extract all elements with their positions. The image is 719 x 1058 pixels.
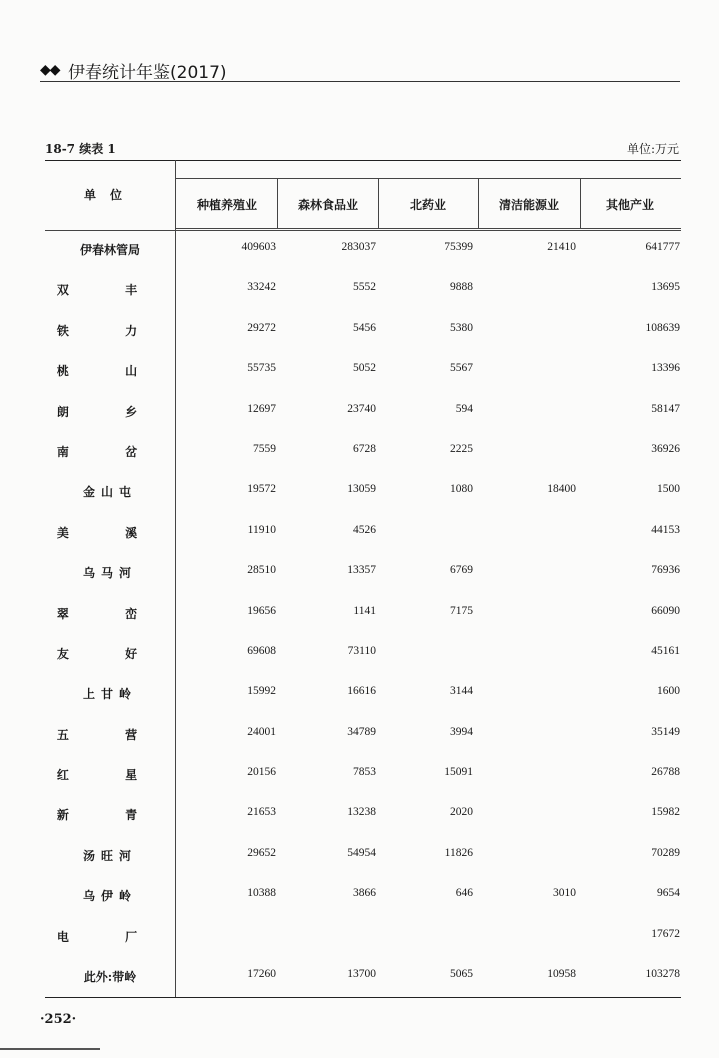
table-cell: 11826 [444,846,473,859]
row-label: 电 厂 [56,929,164,944]
row-label: 乌伊岭 [82,889,137,904]
table-cell: 3010 [553,887,576,900]
table-cell: 13695 [651,281,680,294]
row-label: 翠 峦 [56,606,164,621]
table-cell: 3144 [450,685,473,698]
table-cell: 70289 [651,846,680,859]
footer-bar [0,1048,100,1050]
table-cell: 9888 [450,281,473,294]
table-cell: 7559 [253,442,276,455]
table-cell: 1080 [450,483,473,496]
table-cell: 641777 [645,241,680,253]
row-label: 五 营 [56,727,164,742]
table-cell: 6769 [450,564,473,577]
table-cell: 5380 [450,321,473,334]
table-cell: 9654 [657,887,680,900]
table-cell: 1141 [353,604,376,617]
table-cell: 23740 [347,402,376,415]
row-label: 汤旺河 [82,848,137,863]
table-cell: 76936 [651,564,680,577]
row-label: 伊春林管局 [79,243,140,257]
table-cell: 2020 [450,806,473,819]
table-cell: 33242 [247,281,276,294]
table-cell: 69608 [247,644,276,657]
table-cell: 646 [455,887,473,900]
table-cell: 58147 [651,402,680,415]
table-row [45,558,681,598]
table-cell: 5456 [353,321,376,334]
table-cell: 15992 [247,685,276,698]
table-body [45,235,681,1002]
table-top-rule [45,160,681,161]
table-cell: 24001 [247,725,276,738]
table-row [45,275,681,315]
table-cell: 283037 [341,241,376,253]
header-rule [40,81,680,82]
table-cell: 54954 [347,846,376,859]
row-label: 友 好 [56,646,164,661]
row-label: 美 溪 [56,525,164,540]
row-label: 朗 乡 [56,404,164,419]
table-cell: 10958 [547,968,576,981]
table-row [45,639,681,679]
table-cell: 5552 [353,281,376,294]
table-row [45,841,681,881]
table-cell: 36926 [651,442,680,455]
table-cell: 13357 [347,564,376,577]
table-cell: 3866 [353,887,376,900]
table-head-rule [45,230,681,231]
table-cell: 19656 [247,604,276,617]
table-row [45,356,681,396]
table-cell: 6728 [353,442,376,455]
table-row [45,316,681,356]
table-cell: 409603 [241,241,276,253]
row-label: 新 青 [56,808,164,823]
row-label: 金山屯 [82,485,137,500]
table-cell: 44153 [651,523,680,536]
row-label: 乌马河 [82,566,137,581]
table-cell: 11910 [247,523,276,536]
table-cell: 2225 [450,442,473,455]
unit-column-header: 单位 [83,188,136,202]
row-label: 此外:带岭 [83,970,137,985]
table-row [45,599,681,639]
table-cell: 19572 [247,483,276,496]
table-cell: 34789 [347,725,376,738]
table-row [45,477,681,517]
table-cell: 21410 [547,241,576,253]
table-cell: 594 [455,402,473,415]
table-row [45,235,681,275]
table-cell: 35149 [651,725,680,738]
table-cell: 66090 [651,604,680,617]
column-header: 其他产业 [605,198,654,212]
table-cell: 103278 [645,968,680,981]
table-cell: 75399 [444,241,473,253]
table-row [45,437,681,477]
book-title: 伊春统计年鉴(2017) [68,63,227,83]
table-cell: 21653 [247,806,276,819]
row-label: 红 星 [56,768,164,783]
table-cell: 16616 [347,685,376,698]
table-cell: 5052 [353,362,376,375]
row-label: 南 岔 [56,444,164,459]
page-number: ·252· [40,1012,77,1027]
column-header: 清洁能源业 [498,198,559,212]
table-cell: 55735 [247,362,276,375]
table-cell: 20156 [247,766,276,779]
table-cell: 15091 [444,766,473,779]
table-cell: 18400 [547,483,576,496]
column-header: 种植养殖业 [196,198,257,212]
table-cell: 45161 [651,644,680,657]
table-cell: 15982 [651,806,680,819]
table-cell: 13059 [347,483,376,496]
table-cell: 13700 [347,968,376,981]
table-cell: 7175 [450,604,473,617]
table-cell: 10388 [247,887,276,900]
table-cell: 29652 [247,846,276,859]
column-header: 北药业 [409,198,446,212]
table-cell: 4526 [353,523,376,536]
running-header [40,58,680,82]
row-label: 上甘岭 [82,687,137,702]
table-cell: 3994 [450,725,473,738]
table-cell: 29272 [247,321,276,334]
table-cell: 7853 [353,766,376,779]
column-head-top-rule [175,178,681,179]
table-cell: 73110 [347,644,376,657]
table-row [45,922,681,962]
row-label: 铁 力 [56,323,164,338]
table-row [45,518,681,558]
unit-note: 单位:万元 [626,142,679,156]
table-cell: 1500 [657,483,680,496]
table-row [45,679,681,719]
table-id: 18-7 续表 1 [45,142,116,156]
table-cell: 13396 [651,362,680,375]
row-label: 双 丰 [56,283,164,298]
table-cell: 17260 [247,968,276,981]
table-row [45,397,681,437]
table-cell: 108639 [645,321,680,334]
column-header: 森林食品业 [297,198,358,212]
table-cell: 5065 [450,968,473,981]
diamond-icon: ◆◆ [40,62,60,78]
table-cell: 26788 [651,766,680,779]
table-row [45,720,681,760]
table-row [45,800,681,840]
table-bottom-rule [45,997,681,998]
table-cell: 12697 [247,402,276,415]
row-label: 桃 山 [56,364,164,379]
table-cell: 1600 [657,685,680,698]
table-cell: 5567 [450,362,473,375]
table-cell: 17672 [651,927,680,940]
table-cell: 13238 [347,806,376,819]
column-head-bottom-rule [175,228,681,229]
table-row [45,760,681,800]
table-cell: 28510 [247,564,276,577]
table-row [45,881,681,921]
